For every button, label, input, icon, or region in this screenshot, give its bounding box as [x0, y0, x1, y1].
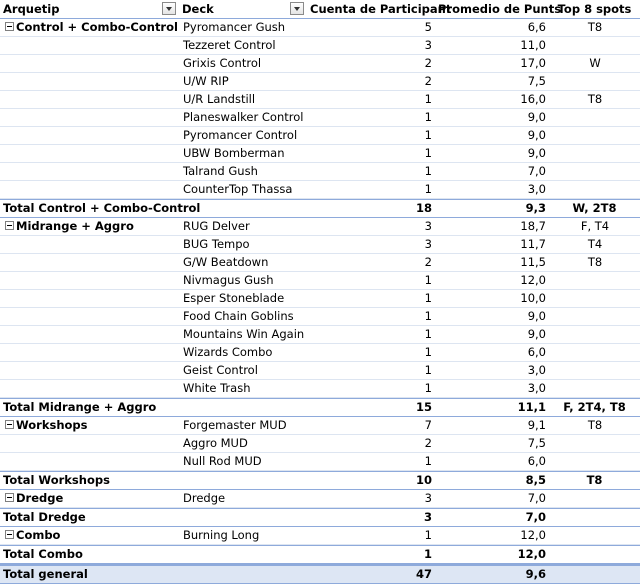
- arquetip-cell: [0, 272, 179, 289]
- top8-cell: [549, 308, 640, 325]
- avg-cell: 9,0: [527, 110, 546, 124]
- total-count: 18: [415, 201, 432, 215]
- group-label: Dredge: [16, 491, 64, 505]
- total-label: Total Control + Combo-Control: [3, 201, 201, 215]
- group-total-row: [0, 508, 640, 527]
- count-cell: 1: [424, 454, 432, 468]
- table-row: [0, 236, 640, 254]
- avg-cell: 7,0: [527, 491, 546, 505]
- total-avg: 12,0: [517, 547, 546, 561]
- avg-cell: 11,0: [520, 38, 546, 52]
- table-row: [0, 272, 640, 290]
- count-cell: 3: [424, 237, 432, 251]
- count-cell: 1: [424, 381, 432, 395]
- arquetip-cell: [0, 380, 179, 397]
- top8-cell: [549, 326, 640, 343]
- arquetip-cell: [0, 127, 179, 144]
- filter-dropdown-icon[interactable]: [162, 2, 176, 15]
- top8-cell: T4: [587, 237, 603, 251]
- deck-cell: Mountains Win Again: [183, 327, 305, 341]
- total-top8: [549, 509, 640, 526]
- top8-cell: T8: [587, 20, 603, 34]
- total-avg: 9,3: [525, 201, 546, 215]
- deck-cell: Geist Control: [183, 363, 258, 377]
- count-cell: 3: [424, 38, 432, 52]
- table-row: [0, 362, 640, 380]
- avg-cell: 12,0: [520, 273, 546, 287]
- count-cell: 1: [424, 92, 432, 106]
- avg-cell: 9,1: [527, 418, 546, 432]
- deck-cell: RUG Delver: [183, 219, 250, 233]
- top8-cell: [549, 127, 640, 144]
- table-row: [0, 19, 640, 37]
- header-cuenta: Cuenta de Participant: [310, 2, 452, 16]
- deck-cell: Wizards Combo: [183, 345, 273, 359]
- arquetip-cell: [0, 527, 179, 544]
- count-cell: 1: [424, 309, 432, 323]
- total-label: Total Dredge: [3, 510, 86, 524]
- avg-cell: 9,0: [527, 128, 546, 142]
- header-row: [0, 0, 640, 19]
- arquetip-cell: [0, 326, 179, 343]
- total-label: Total Midrange + Aggro: [3, 400, 157, 414]
- table-row: [0, 417, 640, 435]
- avg-cell: 3,0: [527, 381, 546, 395]
- count-cell: 2: [424, 436, 432, 450]
- total-avg: 7,0: [525, 510, 546, 524]
- table-row: [0, 55, 640, 73]
- top8-cell: T8: [587, 418, 603, 432]
- table-row: [0, 73, 640, 91]
- arquetip-cell: [0, 181, 179, 198]
- top8-cell: [549, 145, 640, 162]
- deck-cell: Pyromancer Control: [183, 128, 298, 142]
- count-cell: 1: [424, 146, 432, 160]
- avg-cell: 12,0: [520, 528, 546, 542]
- deck-cell: Dredge: [183, 491, 226, 505]
- top8-cell: [549, 272, 640, 289]
- table-row: [0, 109, 640, 127]
- total-count: 15: [415, 400, 432, 414]
- avg-cell: 3,0: [527, 363, 546, 377]
- table-row: [0, 527, 640, 545]
- group-label: Combo: [16, 528, 61, 542]
- top8-cell: [549, 37, 640, 54]
- arquetip-cell: [0, 218, 179, 235]
- header-deck: [179, 0, 307, 18]
- count-cell: 2: [424, 74, 432, 88]
- top8-cell: [549, 163, 640, 180]
- avg-cell: 11,7: [520, 237, 546, 251]
- header-top8: Top 8 spots: [557, 2, 632, 16]
- group-total-row: [0, 199, 640, 218]
- count-cell: 3: [424, 219, 432, 233]
- arquetip-cell: [0, 490, 179, 507]
- deck-cell: Burning Long: [183, 528, 260, 542]
- group-label: Workshops: [16, 418, 88, 432]
- arquetip-cell: [0, 254, 179, 271]
- total-label: Total Workshops: [3, 473, 110, 487]
- header-arquetip: [0, 0, 179, 18]
- avg-cell: 6,6: [527, 20, 546, 34]
- count-cell: 1: [424, 273, 432, 287]
- grand-total-row: [0, 564, 640, 584]
- top8-cell: [549, 109, 640, 126]
- arquetip-cell: [0, 236, 179, 253]
- table-row: [0, 91, 640, 109]
- table-body: [0, 19, 640, 584]
- deck-cell: Esper Stoneblade: [183, 291, 285, 305]
- top8-cell: F, T4: [580, 219, 610, 233]
- deck-cell: BUG Tempo: [183, 237, 250, 251]
- count-cell: 3: [424, 491, 432, 505]
- top8-cell: [549, 290, 640, 307]
- collapse-icon[interactable]: [5, 493, 14, 502]
- total-top8: [549, 546, 640, 563]
- group-total-row: [0, 545, 640, 564]
- avg-cell: 6,0: [527, 454, 546, 468]
- avg-cell: 10,0: [520, 291, 546, 305]
- table-row: [0, 254, 640, 272]
- table-row: [0, 181, 640, 199]
- total-count: 3: [423, 510, 432, 524]
- arquetip-cell: [0, 290, 179, 307]
- table-row: [0, 326, 640, 344]
- avg-cell: 11,5: [520, 255, 546, 269]
- count-cell: 1: [424, 182, 432, 196]
- deck-cell: U/R Landstill: [183, 92, 256, 106]
- count-cell: 7: [424, 418, 432, 432]
- arquetip-cell: [0, 37, 179, 54]
- arquetip-cell: [0, 109, 179, 126]
- top8-cell: T8: [587, 92, 603, 106]
- deck-cell: G/W Beatdown: [183, 255, 269, 269]
- deck-cell: Talrand Gush: [183, 164, 258, 178]
- total-top8: F, 2T4, T8: [563, 400, 626, 414]
- total-count: 10: [415, 473, 432, 487]
- deck-cell: Null Rod MUD: [183, 454, 262, 468]
- filter-dropdown-icon[interactable]: [290, 2, 304, 15]
- total-avg: 8,5: [525, 473, 546, 487]
- top8-cell: [549, 435, 640, 452]
- header-promedio: Promedio de Punts: [438, 2, 562, 16]
- avg-cell: 9,0: [527, 327, 546, 341]
- table-row: [0, 490, 640, 508]
- arquetip-cell: [0, 91, 179, 108]
- table-row: [0, 435, 640, 453]
- deck-cell: U/W RIP: [183, 74, 229, 88]
- arquetip-cell: [0, 362, 179, 379]
- deck-cell: Forgemaster MUD: [183, 418, 287, 432]
- count-cell: 1: [424, 164, 432, 178]
- arquetip-cell: [0, 73, 179, 90]
- top8-cell: [549, 362, 640, 379]
- collapse-icon[interactable]: [5, 221, 14, 230]
- top8-cell: [549, 490, 640, 507]
- table-row: [0, 163, 640, 181]
- avg-cell: 6,0: [527, 345, 546, 359]
- table-row: [0, 344, 640, 362]
- avg-cell: 9,0: [527, 146, 546, 160]
- avg-cell: 17,0: [520, 56, 546, 70]
- table-row: [0, 37, 640, 55]
- table-row: [0, 453, 640, 471]
- top8-cell: W: [589, 56, 601, 70]
- grand-total-label: Total general: [3, 567, 88, 581]
- avg-cell: 7,5: [527, 74, 546, 88]
- count-cell: 1: [424, 291, 432, 305]
- arquetip-cell: [0, 163, 179, 180]
- total-count: 1: [423, 547, 432, 561]
- table-row: [0, 380, 640, 398]
- arquetip-cell: [0, 417, 179, 434]
- avg-cell: 9,0: [527, 309, 546, 323]
- avg-cell: 7,5: [527, 436, 546, 450]
- top8-cell: [549, 380, 640, 397]
- avg-cell: 3,0: [527, 182, 546, 196]
- deck-cell: UBW Bomberman: [183, 146, 285, 160]
- avg-cell: 18,7: [520, 219, 546, 233]
- avg-cell: 7,0: [527, 164, 546, 178]
- header-deck-label: Deck: [182, 2, 214, 16]
- count-cell: 2: [424, 56, 432, 70]
- arquetip-cell: [0, 453, 179, 470]
- grand-total-count: 47: [415, 567, 432, 581]
- count-cell: 1: [424, 110, 432, 124]
- grand-total-top8: [549, 566, 640, 583]
- total-top8: T8: [586, 473, 603, 487]
- top8-cell: [549, 453, 640, 470]
- count-cell: 2: [424, 255, 432, 269]
- top8-cell: [549, 73, 640, 90]
- total-avg: 11,1: [517, 400, 546, 414]
- count-cell: 1: [424, 345, 432, 359]
- deck-cell: CounterTop Thassa: [183, 182, 293, 196]
- arquetip-cell: [0, 344, 179, 361]
- deck-cell: Food Chain Goblins: [183, 309, 294, 323]
- count-cell: 1: [424, 528, 432, 542]
- header-arquetip-label: Arquetip: [3, 2, 60, 16]
- group-total-row: [0, 471, 640, 490]
- collapse-icon[interactable]: [5, 530, 14, 539]
- group-label: Midrange + Aggro: [16, 219, 134, 233]
- table-row: [0, 290, 640, 308]
- count-cell: 1: [424, 327, 432, 341]
- deck-cell: Pyromancer Gush: [183, 20, 286, 34]
- deck-cell: Nivmagus Gush: [183, 273, 274, 287]
- table-row: [0, 145, 640, 163]
- grand-total-avg: 9,6: [525, 567, 546, 581]
- arquetip-cell: [0, 55, 179, 72]
- top8-cell: [549, 181, 640, 198]
- arquetip-cell: [0, 308, 179, 325]
- top8-cell: T8: [587, 255, 603, 269]
- deck-cell: Planeswalker Control: [183, 110, 304, 124]
- total-top8: W, 2T8: [572, 201, 617, 215]
- table-row: [0, 308, 640, 326]
- top8-cell: [549, 344, 640, 361]
- group-label: Control + Combo-Control: [16, 20, 178, 34]
- deck-cell: Aggro MUD: [183, 436, 248, 450]
- deck-cell: Grixis Control: [183, 56, 262, 70]
- count-cell: 1: [424, 128, 432, 142]
- collapse-icon[interactable]: [5, 22, 14, 31]
- group-total-row: [0, 398, 640, 417]
- count-cell: 1: [424, 363, 432, 377]
- deck-cell: Tezzeret Control: [183, 38, 276, 52]
- arquetip-cell: [0, 435, 179, 452]
- total-label: Total Combo: [3, 547, 83, 561]
- table-row: [0, 127, 640, 145]
- table-row: [0, 218, 640, 236]
- count-cell: 5: [424, 20, 432, 34]
- arquetip-cell: [0, 19, 179, 36]
- arquetip-cell: [0, 145, 179, 162]
- collapse-icon[interactable]: [5, 420, 14, 429]
- deck-cell: White Trash: [183, 381, 251, 395]
- avg-cell: 16,0: [520, 92, 546, 106]
- top8-cell: [549, 527, 640, 544]
